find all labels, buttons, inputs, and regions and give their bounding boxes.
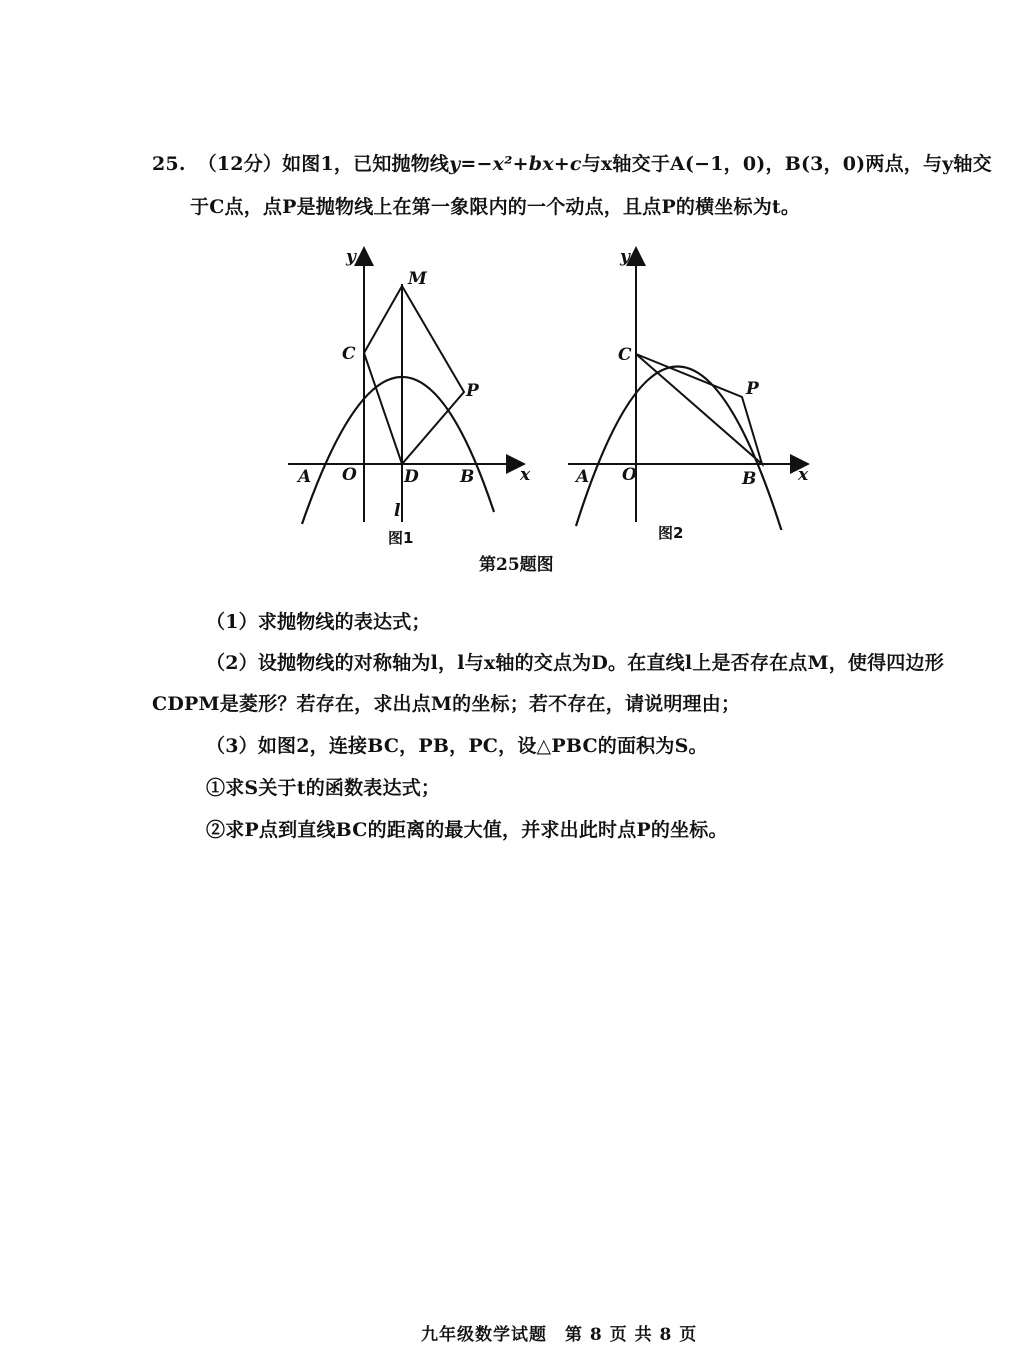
problem-text-b: 与x轴交于A(−1，0)，B(3，0)两点，与y轴交 (581, 153, 992, 175)
problem-text-a: （12分）如图1，已知抛物线 (197, 153, 450, 175)
fig1-label-A: A (298, 467, 312, 487)
fig1-rhombus (364, 286, 464, 464)
fig2-label-y: y (620, 247, 630, 267)
question-2-line-2: CDPM是菱形？若存在，求出点M的坐标；若不存在，请说明理由； (152, 693, 741, 715)
question-3-sub-2: ②求P点到直线BC的距离的最大值，并求出此时点P的坐标。 (206, 819, 728, 841)
question-3-sub-1: ①求S关于t的函数表达式； (206, 777, 441, 799)
fig1-label-x: x (520, 465, 531, 485)
fig2-label-B: B (742, 469, 757, 489)
fig1-label-M: M (408, 269, 427, 289)
fig1-label-O: O (342, 465, 357, 485)
parabola-equation: y=−x²+bx+c (449, 153, 582, 175)
fig1-label-P: P (466, 381, 479, 401)
figure-1 (288, 240, 538, 547)
fig2-label-C: C (618, 345, 632, 365)
fig1-label-B: B (460, 467, 475, 487)
fig1-label-l: l (394, 501, 401, 521)
figure-caption: 第25题图 (479, 555, 554, 575)
problem-line-2: 于C点，点P是抛物线上在第一象限内的一个动点，且点P的横坐标为t。 (190, 196, 801, 218)
figure-1-diagram (288, 240, 538, 530)
fig1-label-C: C (342, 344, 356, 364)
figure-2-diagram (566, 240, 816, 530)
fig2-label-x: x (798, 465, 809, 485)
fig2-label-A: A (576, 467, 590, 487)
fig2-triangle (636, 354, 762, 464)
question-1: （1）求抛物线的表达式； (206, 611, 431, 633)
fig2-label-O: O (622, 465, 637, 485)
page-footer: 九年级数学试题 第 8 页 共 8 页 (421, 1325, 698, 1345)
fig1-label-y: y (346, 247, 356, 267)
problem-number: 25. (152, 153, 186, 175)
fig1-label-D: D (404, 467, 419, 487)
fig2-label-P: P (746, 379, 759, 399)
figure-2-label: 图2 (658, 524, 684, 542)
figure-1-label: 图1 (388, 529, 414, 547)
question-2-line-1: （2）设抛物线的对称轴为l，l与x轴的交点为D。在直线l上是否存在点M，使得四边形 (206, 652, 944, 674)
figure-2 (566, 240, 816, 542)
question-3: （3）如图2，连接BC，PB，PC，设△PBC的面积为S。 (206, 735, 708, 757)
problem-line-1 (152, 152, 992, 176)
